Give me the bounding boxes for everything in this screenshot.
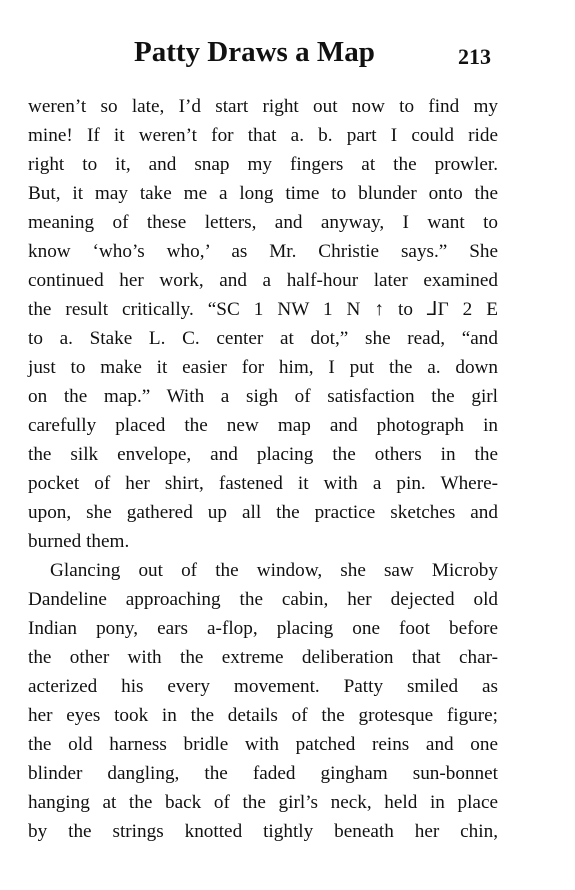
text-line: But, it may take me a long time to blunder onto the <box>28 183 498 204</box>
text-line: Glancing out of the window, she saw Microby <box>50 560 498 581</box>
text-line: burned them. <box>28 531 130 552</box>
text-line: pocket of her shirt, fastened it with a pin. Where- <box>28 473 498 494</box>
text-line: her eyes took in the details of the grotesque figure; <box>28 705 498 726</box>
body-text <box>28 92 498 846</box>
text-line: to a. Stake L. C. center at dot,” she read, “and <box>28 328 498 349</box>
text-line: the old harness bridle with patched reins and one <box>28 734 498 755</box>
text-line: by the strings knotted tightly beneath her chin, <box>28 821 498 842</box>
text-line: mine! If it weren’t for that a. b. part I could ride <box>28 125 498 146</box>
text-line: Indian pony, ears a-flop, placing one foot before <box>28 618 498 639</box>
running-header <box>0 36 575 76</box>
chapter-title: Patty Draws a Map <box>134 36 375 68</box>
text-line: right to it, and snap my fingers at the prowler. <box>28 154 498 175</box>
page-number: 213 <box>458 44 491 69</box>
text-line: blinder dangling, the faded gingham sun-bonnet <box>28 763 498 784</box>
text-line: hanging at the back of the girl’s neck, held in place <box>28 792 498 813</box>
text-line: know ‘who’s who,’ as Mr. Christie says.” She <box>28 241 498 262</box>
text-line: Dandeline approaching the cabin, her dejected old <box>28 589 498 610</box>
text-line: continued her work, and a half-hour later examined <box>28 270 498 291</box>
text-line: the result critically. “SC 1 NW 1 N ↑ to ⅃Γ 2 E <box>28 299 498 320</box>
text-line: acterized his every movement. Patty smiled as <box>28 676 498 697</box>
text-line: the other with the extreme deliberation that char- <box>28 647 498 668</box>
text-line: on the map.” With a sigh of satisfaction the girl <box>28 386 498 407</box>
text-line: upon, she gathered up all the practice sketches and <box>28 502 498 523</box>
text-line: carefully placed the new map and photograph in <box>28 415 498 436</box>
text-line: weren’t so late, I’d start right out now to find my <box>28 96 498 117</box>
text-line: meaning of these letters, and anyway, I want to <box>28 212 498 233</box>
text-line: just to make it easier for him, I put the a. down <box>28 357 498 378</box>
text-line: the silk envelope, and placing the others in the <box>28 444 498 465</box>
